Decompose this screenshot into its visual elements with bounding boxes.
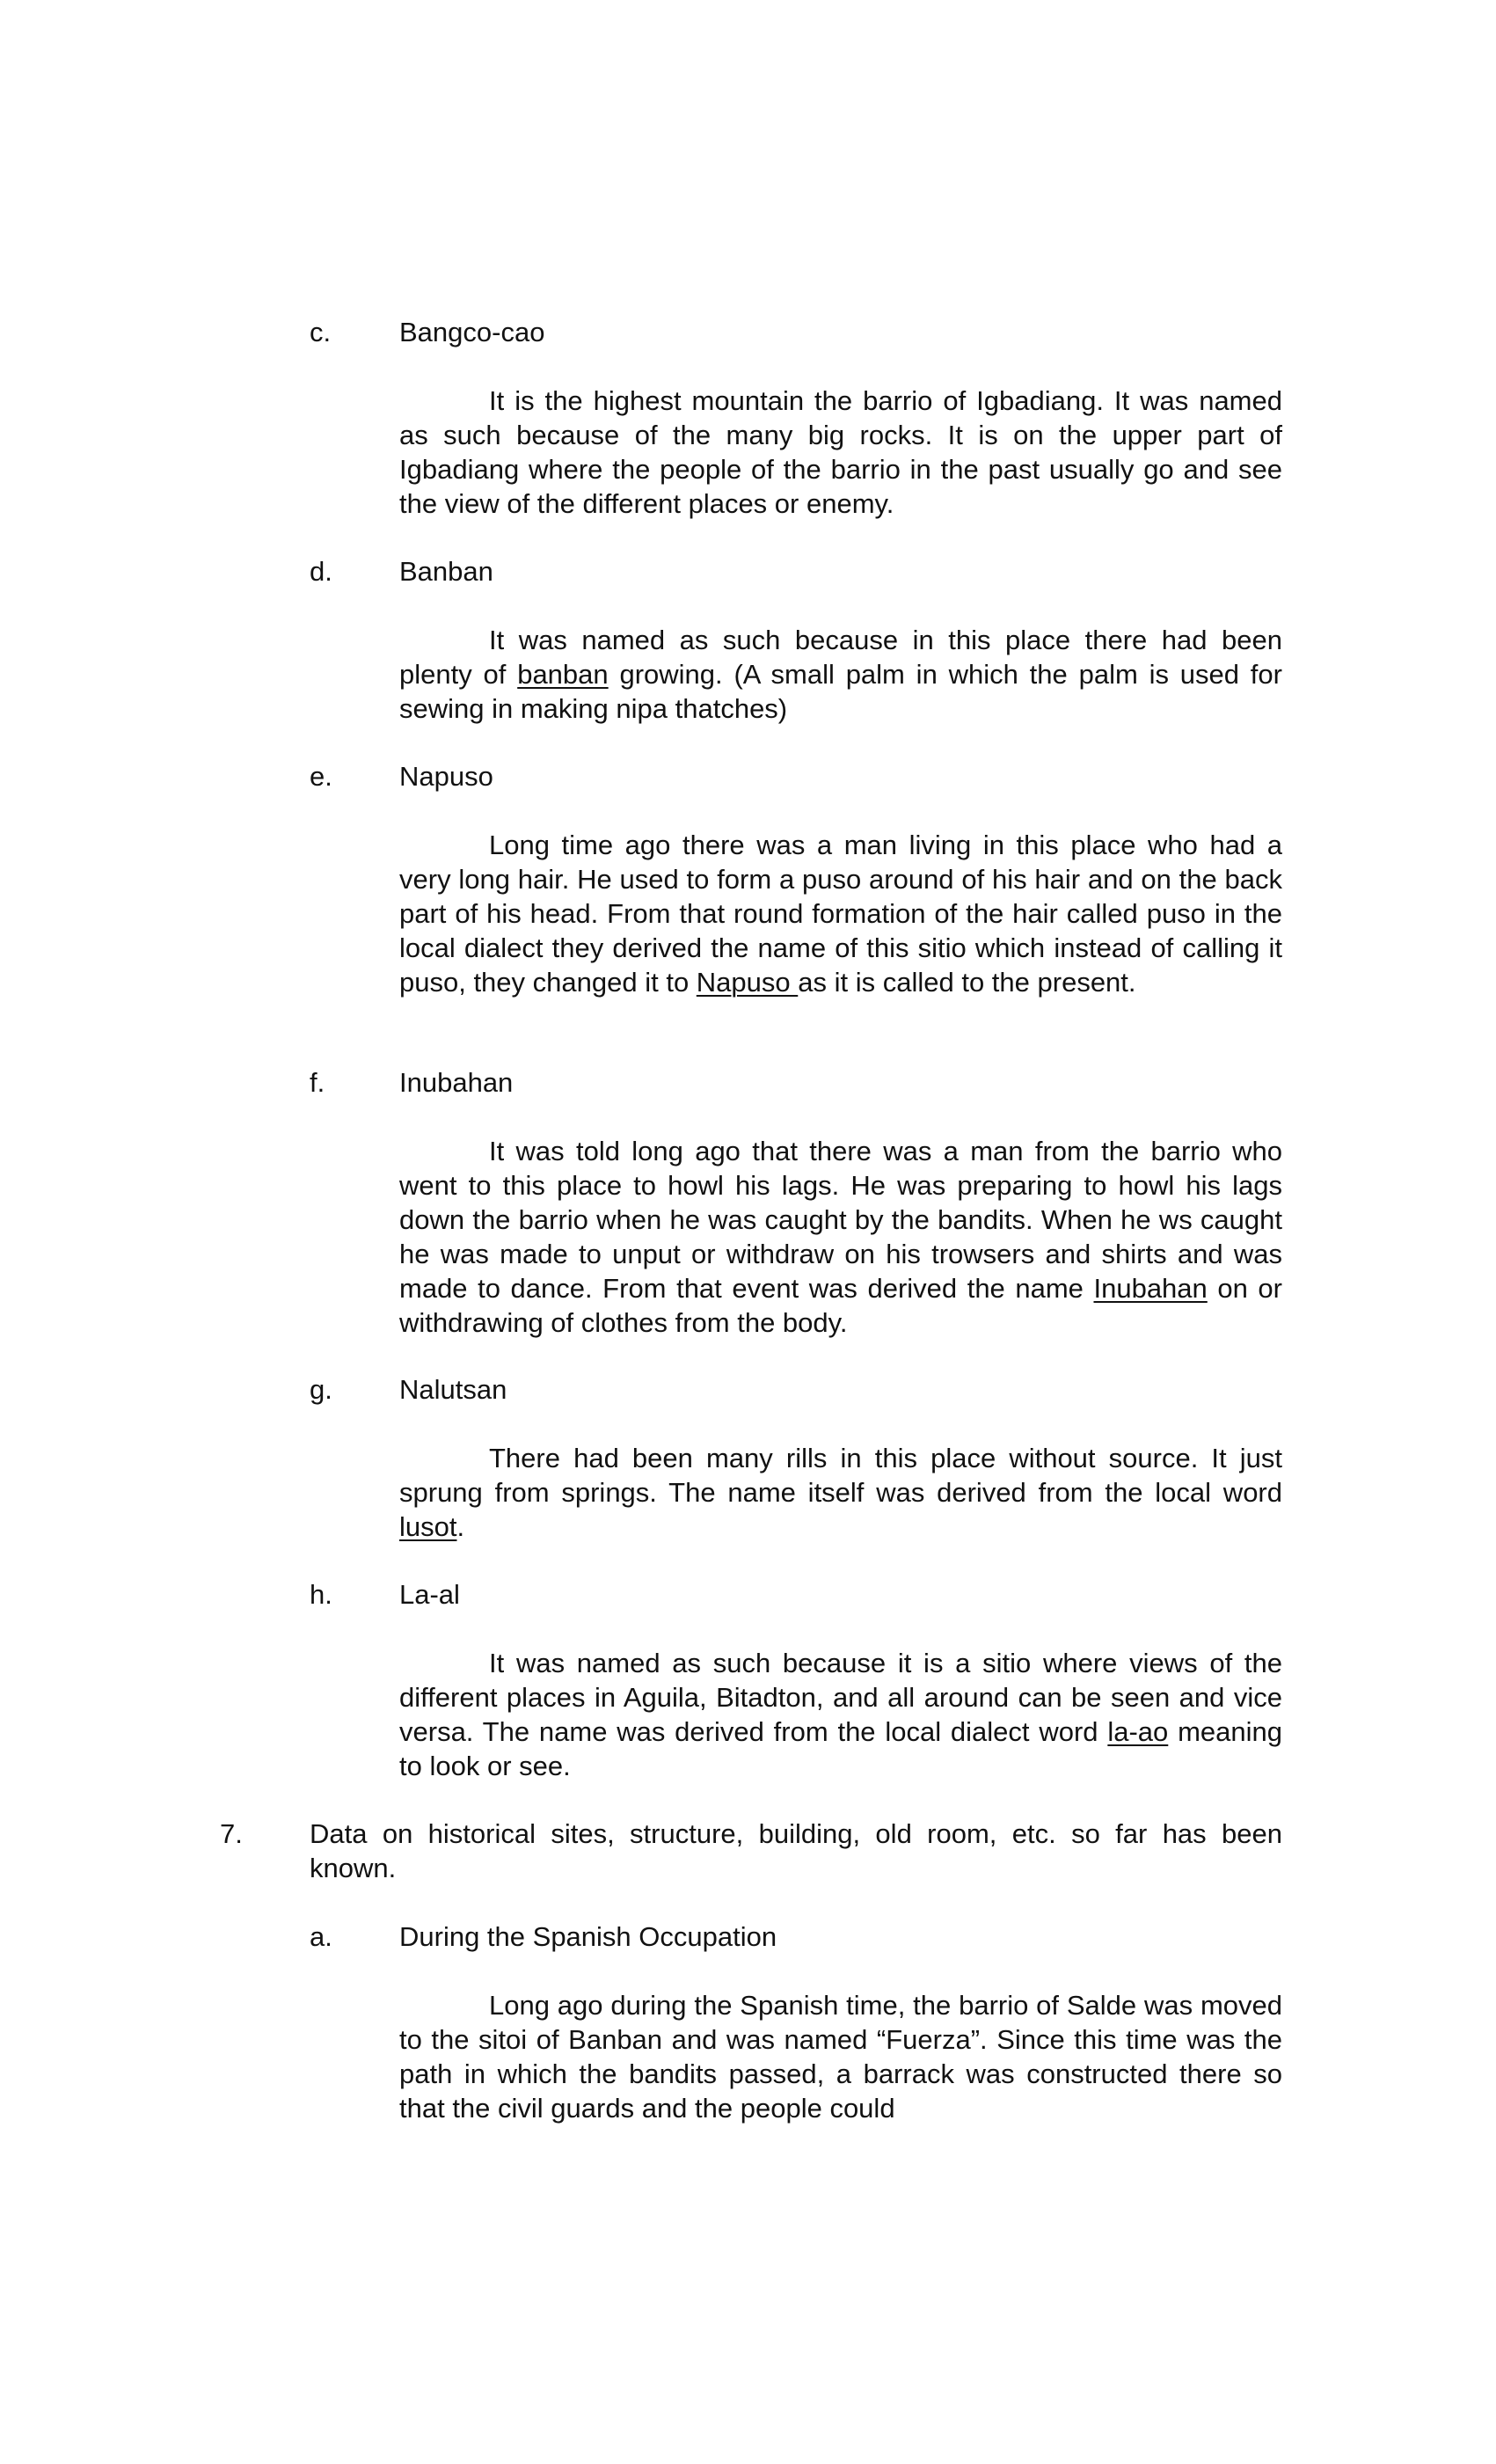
underlined-term: lusot [399,1511,457,1542]
sitio-description-c: It is the highest mountain the barrio of Igbadiang. It was named as such because of the many big rocks. It is on the upper part of Igbadiang where the people of the barrio in the past usually go and see the view of the different places or enemy. [399,385,1282,519]
list-marker: 7. [220,1818,243,1849]
item-text: Data on historical sites, structure, building, old room, etc. so far has been known. [310,1818,1282,1883]
subsection-description-a: Long ago during the Spanish time, the barrio of Salde was moved to the sitoi of Banban and was named “Fuerza”. Since this time was the path in which the bandits passed, a barrack was constructed there so that the civil guards and the people could [399,1990,1282,2124]
list-marker: f. [310,1067,325,1098]
list-marker: d. [310,556,332,587]
sitio-title: Napuso [399,761,493,792]
sitio-description-e: Long time ago there was a man living in this place who had a very long hair. He used to form a puso around of his hair and on the back part of his head. From that round formation of the hair called puso in the local dialect they derived the name of this sitio which instead of calling it puso, they changed it to Napuso as it is called to the present. [399,830,1282,998]
sitio-title: Banban [399,556,493,587]
underlined-term: la-ao [1107,1716,1169,1747]
list-marker: a. [310,1921,332,1952]
sitio-title: Bangco-cao [399,317,545,347]
sitio-title: Inubahan [399,1067,514,1098]
sitio-title: La-al [399,1579,460,1610]
underlined-term: banban [517,659,609,690]
sitio-description-h: It was named as such because it is a sitio where views of the different places in Aguila, Bitadton, and all around can be seen and vice versa. The name was derived from the local dialect word la-ao meaning to look or see. [399,1648,1283,1781]
list-marker: h. [310,1579,332,1610]
list-marker: g. [310,1374,332,1405]
underlined-term: Napuso [696,967,799,998]
sitio-title: Nalutsan [399,1374,507,1405]
sitio-description-f: It was told long ago that there was a man from the barrio who went to this place to howl his lags. He was preparing to howl his lags down the barrio when he was caught by the bandits. When he ws caught he was made to unput or withdraw on his trowsers and shirts and was made to dance. From that event was derived the name Inubahan on or withdrawing of clothes from the body. [399,1136,1282,1338]
underlined-term: Inubahan [1093,1273,1208,1304]
subsection-title: During the Spanish Occupation [399,1921,777,1952]
sitio-description-g: There had been many rills in this place without source. It just sprung from springs. The name itself was derived from the local word lusot. [399,1443,1282,1542]
sitio-description-d: It was named as such because in this place there had been plenty of banban growing. (A small palm in which the palm is used for sewing in making nipa thatches) [399,625,1282,724]
list-marker: c. [310,317,332,347]
list-marker: e. [310,761,332,792]
